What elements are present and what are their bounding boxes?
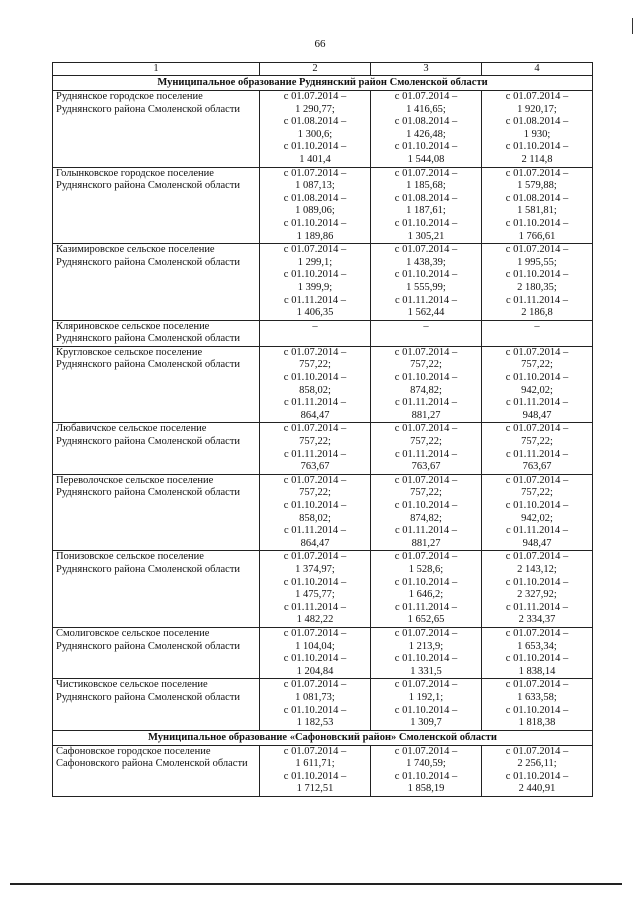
tariff-cell-c3 [371, 167, 482, 244]
tariff-line: 757,22; [299, 436, 331, 448]
table-row [53, 474, 593, 551]
edge-mark [632, 18, 633, 34]
tariff-line: с 01.10.2014 – [394, 500, 458, 511]
table-row [53, 551, 593, 628]
table-row [53, 745, 593, 796]
tariff-line: 1 192,1; [408, 691, 444, 703]
tariff-line: 1 416,65; [406, 103, 446, 115]
tariff-cell-c2 [260, 167, 371, 244]
tariff-cell-c4 [482, 346, 593, 423]
tariff-line: с 01.07.2014 – [505, 167, 569, 179]
tariff-line: с 01.10.2014 – [283, 372, 347, 384]
tariff-line: с 01.07.2014 – [283, 346, 347, 358]
tariff-line: с 01.10.2014 – [505, 704, 569, 716]
tariff-line: с 01.10.2014 – [505, 269, 569, 281]
tariff-line: с 01.10.2014 – [505, 770, 569, 782]
tariff-line: с 01.07.2014 – [283, 244, 347, 256]
tariff-line: 858,02; [299, 512, 331, 524]
tariff-line: с 01.11.2014 – [394, 601, 458, 613]
tariff-line: 1 189,86 [296, 230, 334, 242]
tariff-line: с 01.11.2014 – [283, 601, 347, 613]
tariff-line: с 01.08.2014 – [505, 116, 569, 128]
tariff-cell-c4 [482, 474, 593, 551]
tariff-line: с 01.10.2014 – [394, 141, 458, 153]
tariff-line: с 01.07.2014 – [505, 244, 569, 256]
tariff-cell-c4 [482, 679, 593, 730]
tariff-cell-c3 [371, 320, 482, 346]
tariff-line: 881,27 [411, 537, 441, 549]
tariff-cell-c4 [482, 91, 593, 168]
settlement-name: Руднянское городское поселение Руднянского района Смоленской области [53, 91, 260, 168]
tariff-line: с 01.11.2014 – [505, 448, 569, 460]
tariff-line: 864,47 [300, 409, 330, 421]
tariff-line: 948,47 [522, 409, 552, 421]
tariff-line: с 01.07.2014 – [505, 423, 569, 435]
tariff-line: 1 579,88; [517, 180, 557, 192]
tariff-line: с 01.10.2014 – [394, 269, 458, 281]
table-row [53, 679, 593, 730]
tariff-cell-c4 [482, 627, 593, 678]
tariff-line: 1 930; [523, 128, 551, 140]
tariff-line: 763,67 [300, 461, 330, 473]
tariff-line: с 01.10.2014 – [505, 217, 569, 229]
tariff-line: с 01.08.2014 – [394, 192, 458, 204]
tariff-line: 1 104,04; [295, 640, 335, 652]
tariff-line: 1 187,61; [406, 205, 446, 217]
tariff-line: 864,47 [300, 537, 330, 549]
section-title: Муниципальное образование Руднянский район Смоленской области [53, 76, 593, 91]
tariff-line: 881,27 [411, 409, 441, 421]
tariff-line: 757,22; [521, 359, 553, 371]
table-row [53, 244, 593, 321]
tariff-table [52, 62, 593, 797]
tariff-line: 757,22; [521, 487, 553, 499]
tariff-line: 948,47 [522, 537, 552, 549]
tariff-line: 874,82; [410, 384, 442, 396]
tariff-line: с 01.07.2014 – [394, 551, 458, 563]
tariff-line: 2 327,92; [517, 589, 557, 601]
tariff-cell-c3 [371, 679, 482, 730]
tariff-line: с 01.08.2014 – [505, 192, 569, 204]
tariff-line: с 01.11.2014 – [283, 448, 347, 460]
tariff-line: с 01.07.2014 – [394, 167, 458, 179]
tariff-line: с 01.10.2014 – [394, 770, 458, 782]
tariff-table-body [53, 63, 593, 797]
tariff-cell-c2 [260, 551, 371, 628]
tariff-line: с 01.11.2014 – [283, 525, 347, 537]
settlement-name: Кругловское сельское поселение Руднянского района Смоленской области [53, 346, 260, 423]
tariff-line: 1 652,65 [407, 614, 445, 626]
tariff-cell-c4 [482, 167, 593, 244]
tariff-line: 1 374,97; [295, 563, 335, 575]
tariff-line: с 01.07.2014 – [505, 745, 569, 757]
tariff-cell-c2 [260, 627, 371, 678]
table-row [53, 91, 593, 168]
table-row [53, 320, 593, 346]
tariff-line: 1 213,9; [408, 640, 444, 652]
tariff-line: с 01.10.2014 – [505, 141, 569, 153]
tariff-line: с 01.10.2014 – [394, 217, 458, 229]
tariff-line: 2 143,12; [517, 563, 557, 575]
settlement-name: Голынковское городское поселение Руднянского района Смоленской области [53, 167, 260, 244]
tariff-line: с 01.10.2014 – [394, 704, 458, 716]
tariff-cell-c4 [482, 320, 593, 346]
tariff-line: 1 406,35 [296, 307, 334, 319]
tariff-line: 757,22; [299, 487, 331, 499]
tariff-line: 2 186,8 [521, 307, 553, 319]
tariff-line: – [534, 320, 540, 332]
tariff-line: с 01.10.2014 – [505, 576, 569, 588]
page-bottom-rule [10, 883, 622, 885]
tariff-line: 1 089,06; [295, 205, 335, 217]
tariff-line: с 01.08.2014 – [394, 116, 458, 128]
tariff-line: с 01.10.2014 – [283, 500, 347, 511]
section-header-row [53, 76, 593, 91]
column-number-3: 3 [371, 63, 482, 76]
tariff-line: 757,22; [410, 487, 442, 499]
page-number: 66 [314, 38, 326, 50]
tariff-line: с 01.11.2014 – [505, 397, 569, 409]
tariff-line: с 01.07.2014 – [394, 91, 458, 102]
tariff-line: с 01.10.2014 – [394, 576, 458, 588]
tariff-cell-c2 [260, 474, 371, 551]
tariff-line: с 01.10.2014 – [505, 653, 569, 665]
tariff-line: 874,82; [410, 512, 442, 524]
tariff-line: 1 740,59; [406, 758, 446, 770]
tariff-line: 2 334,37 [518, 614, 556, 626]
column-number-1: 1 [53, 63, 260, 76]
tariff-line: 763,67 [411, 461, 441, 473]
column-number-2: 2 [260, 63, 371, 76]
tariff-line: с 01.11.2014 – [283, 294, 347, 306]
tariff-line: 1 766,61 [518, 230, 556, 242]
tariff-line: с 01.11.2014 – [394, 294, 458, 306]
settlement-name: Кляриновское сельское поселение Руднянского района Смоленской области [53, 320, 260, 346]
tariff-cell-c2 [260, 423, 371, 474]
tariff-line: с 01.10.2014 – [505, 372, 569, 384]
tariff-line: с 01.08.2014 – [283, 192, 347, 204]
tariff-line: 2 180,35; [517, 281, 557, 293]
tariff-line: с 01.10.2014 – [283, 269, 347, 281]
tariff-line: с 01.07.2014 – [283, 551, 347, 563]
tariff-line: 1 182,53 [296, 717, 334, 729]
tariff-line: с 01.11.2014 – [394, 397, 458, 409]
tariff-cell-c2 [260, 346, 371, 423]
tariff-line: 1 646,2; [408, 589, 444, 601]
tariff-line: – [423, 320, 429, 332]
table-row [53, 167, 593, 244]
tariff-line: 1 482,22 [296, 614, 334, 626]
tariff-line: 1 653,34; [517, 640, 557, 652]
tariff-line: 1 185,68; [406, 180, 446, 192]
tariff-line: с 01.07.2014 – [394, 346, 458, 358]
tariff-cell-c3 [371, 244, 482, 321]
tariff-line: 1 995,55; [517, 256, 557, 268]
tariff-line: с 01.10.2014 – [283, 770, 347, 782]
tariff-line: 1 399,9; [297, 281, 333, 293]
tariff-line: с 01.07.2014 – [283, 91, 347, 102]
tariff-line: 763,67 [522, 461, 552, 473]
tariff-line: 942,02; [521, 384, 553, 396]
table-row [53, 627, 593, 678]
tariff-line: 757,22; [299, 359, 331, 371]
settlement-name: Казимировское сельское поселение Руднянского района Смоленской области [53, 244, 260, 321]
tariff-line: 757,22; [521, 436, 553, 448]
tariff-line: с 01.08.2014 – [283, 116, 347, 128]
tariff-line: с 01.10.2014 – [283, 704, 347, 716]
tariff-line: 1 712,51 [296, 783, 334, 795]
tariff-line: 1 818,38 [518, 717, 556, 729]
tariff-line: 2 114,8 [521, 153, 553, 165]
tariff-line: 1 331,5 [410, 665, 442, 677]
table-row [53, 346, 593, 423]
tariff-line: с 01.10.2014 – [283, 217, 347, 229]
tariff-line: с 01.11.2014 – [394, 525, 458, 537]
tariff-cell-c3 [371, 474, 482, 551]
tariff-line: 1 562,44 [407, 307, 445, 319]
settlement-name: Переволочское сельское поселение Руднянского района Смоленской области [53, 474, 260, 551]
tariff-line: 1 290,77; [295, 103, 335, 115]
tariff-line: – [312, 320, 318, 332]
tariff-line: с 01.07.2014 – [283, 627, 347, 639]
tariff-line: с 01.07.2014 – [283, 679, 347, 691]
tariff-line: с 01.07.2014 – [394, 244, 458, 256]
section-title: Муниципальное образование «Сафоновский район» Смоленской области [53, 730, 593, 745]
tariff-line: с 01.07.2014 – [505, 91, 569, 102]
tariff-line: с 01.11.2014 – [505, 601, 569, 613]
column-number-4: 4 [482, 63, 593, 76]
tariff-line: 2 440,91 [518, 783, 556, 795]
tariff-line: с 01.07.2014 – [283, 423, 347, 435]
tariff-line: с 01.11.2014 – [505, 294, 569, 306]
tariff-line: 1 838,14 [518, 665, 556, 677]
tariff-line: 1 401,4 [299, 153, 331, 165]
tariff-line: 1 081,73; [295, 691, 335, 703]
tariff-line: 1 438,39; [406, 256, 446, 268]
tariff-line: с 01.10.2014 – [394, 372, 458, 384]
tariff-line: с 01.07.2014 – [283, 474, 347, 486]
tariff-line: 2 256,11; [517, 758, 557, 770]
tariff-line: 1 581,81; [517, 205, 557, 217]
tariff-cell-c2 [260, 244, 371, 321]
tariff-line: с 01.07.2014 – [505, 679, 569, 691]
tariff-cell-c4 [482, 423, 593, 474]
tariff-line: 1 611,71; [295, 758, 335, 770]
settlement-name: Сафоновское городское поселение Сафоновского района Смоленской области [53, 745, 260, 796]
tariff-line: с 01.07.2014 – [283, 745, 347, 757]
tariff-line: с 01.07.2014 – [505, 346, 569, 358]
tariff-line: 757,22; [410, 359, 442, 371]
tariff-cell-c3 [371, 91, 482, 168]
tariff-line: с 01.10.2014 – [283, 141, 347, 153]
column-number-row [53, 63, 593, 76]
tariff-line: с 01.11.2014 – [394, 448, 458, 460]
tariff-line: с 01.07.2014 – [505, 627, 569, 639]
tariff-cell-c3 [371, 627, 482, 678]
tariff-line: с 01.07.2014 – [394, 679, 458, 691]
tariff-line: с 01.07.2014 – [394, 745, 458, 757]
tariff-line: 1 309,7 [410, 717, 442, 729]
tariff-line: с 01.07.2014 – [505, 474, 569, 486]
tariff-line: 1 305,21 [407, 230, 445, 242]
tariff-line: 1 300,6; [297, 128, 333, 140]
table-row [53, 423, 593, 474]
tariff-line: с 01.10.2014 – [505, 500, 569, 511]
tariff-line: 1 544,08 [407, 153, 445, 165]
tariff-line: с 01.10.2014 – [283, 653, 347, 665]
tariff-line: 942,02; [521, 512, 553, 524]
tariff-cell-c4 [482, 244, 593, 321]
tariff-line: 858,02; [299, 384, 331, 396]
tariff-cell-c4 [482, 745, 593, 796]
tariff-line: 1 204,84 [296, 665, 334, 677]
tariff-line: с 01.10.2014 – [394, 653, 458, 665]
section-header-row [53, 730, 593, 745]
tariff-line: с 01.07.2014 – [505, 551, 569, 563]
tariff-line: с 01.11.2014 – [283, 397, 347, 409]
tariff-line: 1 087,13; [295, 180, 335, 192]
tariff-cell-c3 [371, 346, 482, 423]
tariff-line: 1 528,6; [408, 563, 444, 575]
tariff-cell-c4 [482, 551, 593, 628]
tariff-line: 1 555,99; [406, 281, 446, 293]
tariff-line: 1 633,58; [517, 691, 557, 703]
tariff-line: 757,22; [410, 436, 442, 448]
tariff-cell-c3 [371, 423, 482, 474]
tariff-line: 1 426,48; [406, 128, 446, 140]
tariff-line: 1 858,19 [407, 783, 445, 795]
tariff-cell-c2 [260, 679, 371, 730]
tariff-line: с 01.07.2014 – [283, 167, 347, 179]
settlement-name: Смолиговское сельское поселение Руднянского района Смоленской области [53, 627, 260, 678]
settlement-name: Чистиковское сельское поселение Руднянского района Смоленской области [53, 679, 260, 730]
tariff-line: 1 475,77; [295, 589, 335, 601]
tariff-cell-c2 [260, 91, 371, 168]
tariff-line: 1 920,17; [517, 103, 557, 115]
tariff-cell-c3 [371, 745, 482, 796]
tariff-line: с 01.10.2014 – [283, 576, 347, 588]
settlement-name: Любавичское сельское поселение Руднянского района Смоленской области [53, 423, 260, 474]
tariff-line: с 01.07.2014 – [394, 627, 458, 639]
tariff-line: с 01.07.2014 – [394, 474, 458, 486]
tariff-cell-c3 [371, 551, 482, 628]
tariff-line: 1 299,1; [297, 256, 333, 268]
tariff-cell-c2 [260, 745, 371, 796]
tariff-cell-c2 [260, 320, 371, 346]
tariff-line: с 01.11.2014 – [505, 525, 569, 537]
settlement-name: Понизовское сельское поселение Руднянского района Смоленской области [53, 551, 260, 628]
tariff-line: с 01.07.2014 – [394, 423, 458, 435]
